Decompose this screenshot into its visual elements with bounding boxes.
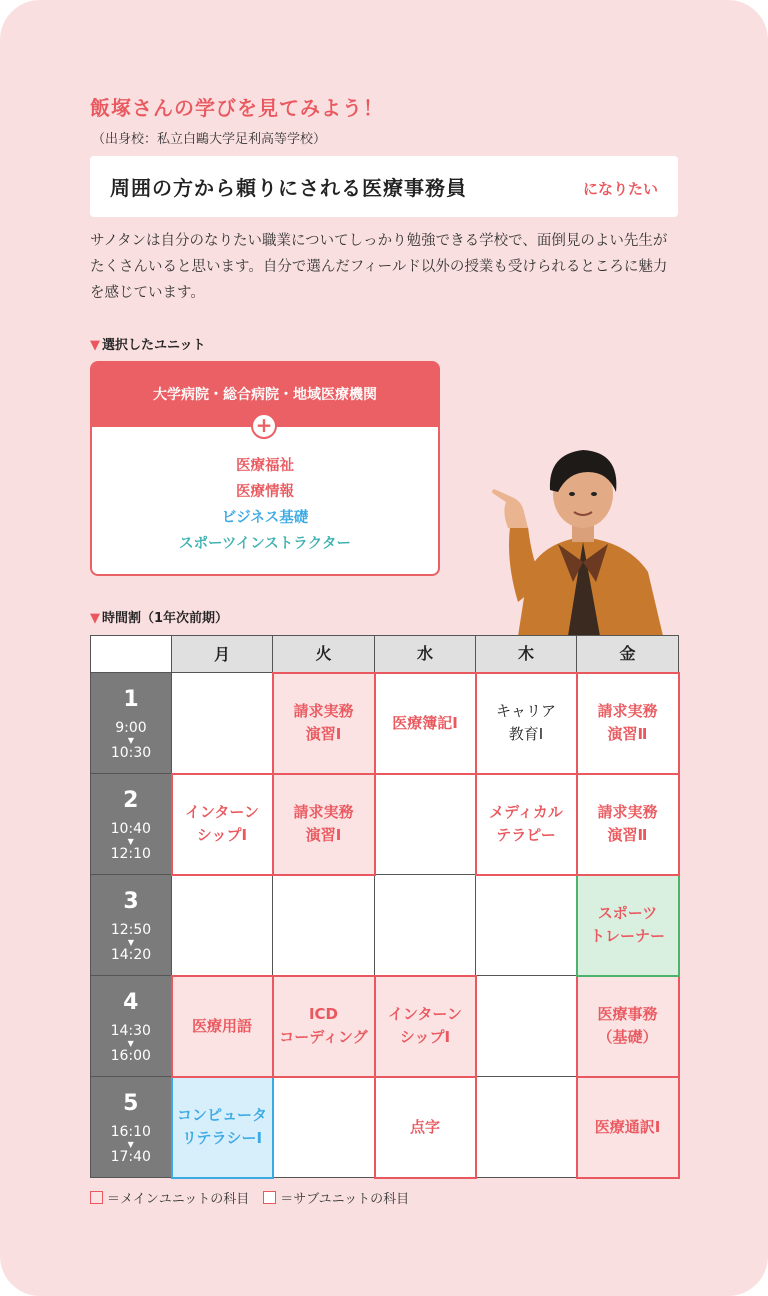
- day-header: 木: [476, 636, 577, 673]
- student-photo: [488, 432, 678, 636]
- timetable-row: [91, 1077, 679, 1178]
- class-cell: 医療通訳Ⅰ: [577, 1077, 679, 1178]
- day-header: 火: [273, 636, 375, 673]
- period-cell: 4 14:30 ▼ 16:00: [91, 976, 172, 1077]
- period-cell: 5 16:10 ▼ 17:40: [91, 1077, 172, 1178]
- class-cell: [172, 875, 273, 976]
- period-cell: 2 10:40 ▼ 12:10: [91, 774, 172, 875]
- timetable-section-heading: ▼ 時間割（1年次前期）: [90, 611, 229, 626]
- goal-suffix-text: になりたい: [582, 180, 658, 198]
- day-header: 金: [577, 636, 679, 673]
- day-header: 月: [172, 636, 273, 673]
- period-cell: 1 9:00 ▼ 10:30: [91, 673, 172, 774]
- legend-sub-label: ＝サブユニットの科目: [280, 1192, 410, 1207]
- day-header: 水: [375, 636, 476, 673]
- triangle-marker-icon: ▼: [90, 611, 100, 626]
- class-cell: 医療事務 （基礎）: [577, 976, 679, 1077]
- goal-box: [90, 156, 678, 217]
- class-cell: スポーツ トレーナー: [577, 875, 679, 976]
- class-cell: [476, 976, 577, 1077]
- sub-units-box: [90, 427, 440, 576]
- sub-unit-item: 医療福祉: [236, 458, 294, 474]
- class-cell: 医療用語: [172, 976, 273, 1077]
- class-cell: [273, 875, 375, 976]
- units-section-heading: ▼ 選択したユニット: [90, 338, 206, 353]
- class-cell: インターン シップⅠ: [375, 976, 476, 1077]
- sub-units-list: [92, 453, 438, 557]
- main-unit-swatch: [90, 1191, 103, 1204]
- class-cell: ICD コーディング: [273, 976, 375, 1077]
- timetable-row: [91, 673, 679, 774]
- school-caption: （出身校：私立白鷗大学足利高等学校）: [92, 132, 327, 147]
- class-cell: 請求実務 演習Ⅱ: [577, 774, 679, 875]
- timetable-header-row: [91, 636, 679, 673]
- timetable: [90, 635, 680, 1179]
- class-cell: [476, 875, 577, 976]
- page-title: 飯塚さんの学びを見てみよう！: [90, 96, 384, 120]
- description-paragraph: サノタンは自分のなりたい職業についてしっかり勉強できる学校で、面倒見のよい先生がたくさんいると思います。自分で選んだフィールド以外の授業も受けられるところに魅力を感じています。: [90, 233, 668, 301]
- class-cell: [273, 1077, 375, 1178]
- legend: [90, 1188, 409, 1207]
- sub-unit-item: スポーツインストラクター: [179, 536, 351, 552]
- timetable-row: [91, 875, 679, 976]
- class-cell: [375, 774, 476, 875]
- class-cell: 点字: [375, 1077, 476, 1178]
- sub-unit-item: 医療情報: [236, 484, 294, 500]
- class-cell: [172, 673, 273, 774]
- triangle-marker-icon: ▼: [90, 338, 100, 353]
- class-cell: キャリア 教育Ⅰ: [476, 673, 577, 774]
- class-cell: インターン シップⅠ: [172, 774, 273, 875]
- class-cell: 請求実務 演習Ⅰ: [273, 673, 375, 774]
- class-cell: 請求実務 演習Ⅱ: [577, 673, 679, 774]
- class-cell: メディカル テラピー: [476, 774, 577, 875]
- period-cell: 3 12:50 ▼ 14:20: [91, 875, 172, 976]
- goal-main-text: 周囲の方から頼りにされる医療事務員: [110, 176, 467, 200]
- class-cell: [375, 875, 476, 976]
- timetable-row: [91, 976, 679, 1077]
- main-unit-banner: 大学病院・総合病院・地域医療機関: [90, 361, 440, 427]
- sub-unit-item: ビジネス基礎: [221, 510, 309, 526]
- class-cell: [476, 1077, 577, 1178]
- class-cell: 医療簿記Ⅰ: [375, 673, 476, 774]
- class-cell: コンピュータ リテラシーⅠ: [172, 1077, 273, 1178]
- timetable-row: [91, 774, 679, 875]
- corner-cell: [91, 636, 172, 673]
- class-cell: 請求実務 演習Ⅰ: [273, 774, 375, 875]
- plus-icon: +: [251, 413, 277, 439]
- legend-main-label: ＝メインユニットの科目: [107, 1192, 250, 1207]
- sub-unit-swatch: [263, 1191, 276, 1204]
